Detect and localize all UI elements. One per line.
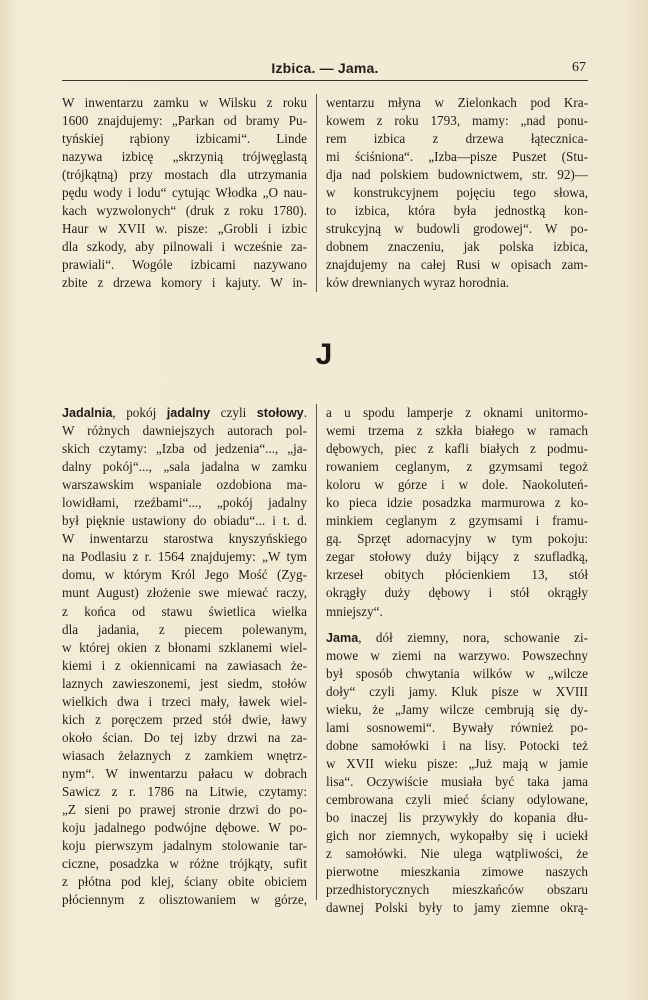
text-line: kich z poręczem przed stół dwie, ławy: [62, 711, 307, 727]
heading-text: , pokój: [112, 405, 167, 420]
text-line: rowaniem ceglanym, z gzymsami tegoż: [326, 459, 588, 475]
text-line: dębowych, piec z kafli białych z podmu-: [326, 441, 588, 457]
headword-jadalnia: Jadalnia: [62, 406, 113, 420]
text-line: koju pierwszym jadalnym stolowanie tar-: [62, 838, 307, 854]
top-left-column: [62, 94, 307, 293]
text-line: gą. Sprzęt adornacyjny w tym pokoju:: [326, 531, 588, 547]
text-line: koloru w górze i w dole. Naokoluteń-: [326, 477, 588, 493]
text-line: nazywa izbicę „skrzynią trójwęglastą: [62, 149, 307, 165]
text-line: prawiali“. Wogóle izbicami nazywano: [62, 257, 307, 273]
text-line: zegar stołowy duży bijący z szufladką,: [326, 549, 588, 565]
text-line: znajdujemy na całej Rusi w opisach zam-: [326, 257, 588, 273]
text-line: z samołówki. Nie ulega wątpliwości, że: [326, 846, 588, 862]
text-line: W inwentarzu zamku w Wilsku z roku: [62, 95, 307, 110]
text-line: w XVII wieku pisze: „Już mają w jamie: [326, 755, 588, 771]
text-line: mniejszy“.: [326, 603, 383, 619]
text-line: koju jadalnego podwójne dębowe. W po-: [62, 820, 307, 836]
column-divider-bottom: [316, 404, 317, 900]
header-title: Izbica. — Jama.: [271, 60, 379, 76]
text-line: z końca od stawu świetlica wielka: [62, 603, 307, 619]
text-line: krzeseł obitych płócienkiem 13, stół: [326, 567, 588, 583]
text-line: wemi trzema z szkła białego w ramach: [326, 423, 588, 439]
text-line: około ścian. Do tej izby drzwi na za-: [62, 729, 307, 745]
text-line: strukcyjną w budowli grodowej“. W po-: [326, 221, 588, 237]
headword-stolowy: stołowy: [256, 406, 304, 420]
text-line: ko pieca idzie posadzka marmurowa z ko-: [326, 495, 588, 511]
text-line: W różnych dawniejszych autorach pol-: [62, 423, 307, 439]
text-line: dja nad polskiem budownictwem, str. 92)—: [326, 167, 588, 183]
text-line: okrągły duży dębowy i stół okrągły: [326, 585, 588, 601]
text-line: pędu wody i lodu“ cytując Włodka „O nau-: [62, 185, 307, 201]
headword-jama: Jama: [326, 630, 359, 645]
text-line: lowidłami, rzeźbami“..., „pokój jadalny: [62, 495, 307, 511]
text-line: 1600 znajdujemy: „Parkan od bramy Pu-: [62, 113, 307, 129]
text-line: dla szkody, aby pilnowali i wcześnie za-: [62, 239, 307, 255]
entry-heading-jadalnia: [62, 404, 307, 422]
text-line: wieku, że „Jamy wilcze cembrują się dy-: [326, 701, 588, 717]
text-line: dalny pokój“..., „sala jadalna w zamku: [62, 459, 307, 475]
heading-text: .: [303, 405, 307, 420]
text-line: dobne samołówki i na lisy. Potocki też: [326, 737, 588, 753]
text-line: dobnem znaczeniu, jak polska izbica,: [326, 239, 588, 255]
header-rule: [62, 80, 588, 81]
top-right-column: [326, 94, 588, 293]
text-line: pierwotne mieszkania zimowe naszych: [326, 864, 588, 880]
text-line: dawnej Polski były to jamy ziemne okrą-: [326, 900, 588, 916]
text-line: Sawicz z r. 1786 na Litwie, czytamy:: [62, 783, 307, 799]
text-line: a u spodu lamperje z oknami unitormo-: [326, 405, 588, 420]
text-line: tyńskiej rąbiony izbicami“. Linde: [62, 131, 307, 147]
text-line: rem izbica z drzewa łątecznica-: [326, 131, 588, 147]
text-line: munt August) złożenie swe miewać raczy,: [62, 585, 307, 601]
heading-text: czyli: [210, 405, 257, 420]
text-line: lisa“. Oczywiście musiała być taka jama: [326, 773, 588, 789]
text-line: mowe w ziemi na warzywo. Powszechny: [326, 647, 588, 663]
text-line: cembrowana czyli mieć ściany odylowane,: [326, 791, 588, 807]
text-line: skich czytamy: „Izba od jedzenia“..., „ja-: [62, 441, 307, 457]
running-header: [62, 58, 588, 82]
text-line: W inwentarzu starostwa knyszyńskiego: [62, 531, 307, 547]
entry-heading-jama: [326, 629, 588, 647]
text-line: minkiem ceglanym z gzymsami i framu-: [326, 513, 588, 529]
text-line: wielkich dwa i trzeci mały, ławek wiel-: [62, 693, 307, 709]
text-line: był sposób chwytania wilków w „wilcze: [326, 665, 588, 681]
text-line: był pięknie ustawiony do obiadu“... i t. d.: [62, 513, 307, 529]
headword-jadalny: jadalny: [166, 406, 211, 420]
column-divider-top: [316, 94, 317, 292]
section-letter: J: [315, 338, 333, 371]
text-line: wiasach żelaznych z zamkiem wnętrz-: [62, 747, 307, 763]
bottom-left-column: [62, 404, 307, 909]
text-line: bo inaczej lis przywykły do kopania dłu-: [326, 810, 588, 826]
text-line: ciczne, posadzka w różne trójkąty, sufit: [62, 856, 307, 872]
text-line: (trójkątną) przy mostach dla utrzymania: [62, 167, 307, 183]
paragraph-gap: [326, 621, 588, 629]
text-line: kiemi i z okiennicami na zawiasach że-: [62, 657, 307, 673]
text-line: to izbica, która była jednostką kon-: [326, 203, 588, 219]
text-line: warszawskim wspaniale ozdobiona ma-: [62, 477, 307, 493]
page-number: 67: [572, 60, 586, 75]
text-line: na Podlasiu z r. 1564 znajdujemy: „W tym: [62, 549, 307, 565]
text-line: w której okien z błonami szklanemi wiel-: [62, 639, 307, 655]
text-line: zbite z drzewa komory i kajuty. W in-: [62, 275, 307, 291]
text-line: wentarzu młyna w Zielonkach pod Kra-: [326, 95, 588, 110]
text-line: ków drewnianych wyraz horodnia.: [326, 275, 510, 291]
bottom-right-column: [326, 404, 588, 917]
heading-text: , dół ziemny, nora, schowanie zi-: [358, 629, 588, 645]
text-line: z płótna pod klej, ściany obite obiciem: [62, 874, 307, 890]
text-line: domu, w którym Król Jego Mość (Zyg-: [62, 567, 307, 583]
text-line: gich nor ziemnych, wykopałby się i uciekł: [326, 828, 588, 844]
text-line: laznych zawieszonemi, jest siedm, stołów: [62, 675, 307, 691]
text-line: Haur w XVII w. pisze: „Grobli i izbic: [62, 221, 307, 237]
text-line: kach wyzwolonych“ (druk z roku 1780).: [62, 203, 307, 219]
text-line: przedhistorycznych mieszkańców obszaru: [326, 882, 588, 898]
text-line: w konstrukcyjnem pojęciu tego słowa,: [326, 185, 588, 201]
text-line: nym“. W inwentarzu pałacu w dobrach: [62, 765, 307, 781]
text-line: płóciennym z olisztowaniem w górze,: [62, 892, 307, 908]
text-line: lami sosnowemi“. Bywały również po-: [326, 719, 588, 735]
text-line: „Z sieni po prawej stronie drzwi do po-: [62, 802, 307, 818]
text-line: mi ściśniona“. „Izba—pisze Puszet (Stu-: [326, 149, 588, 165]
text-line: doły“ czyli jamy. Kluk pisze w XVIII: [326, 683, 588, 699]
text-line: kowem z roku 1793, mamy: „nad ponu-: [326, 113, 588, 129]
text-line: dla jadania, z piecem polewanym,: [62, 621, 307, 637]
